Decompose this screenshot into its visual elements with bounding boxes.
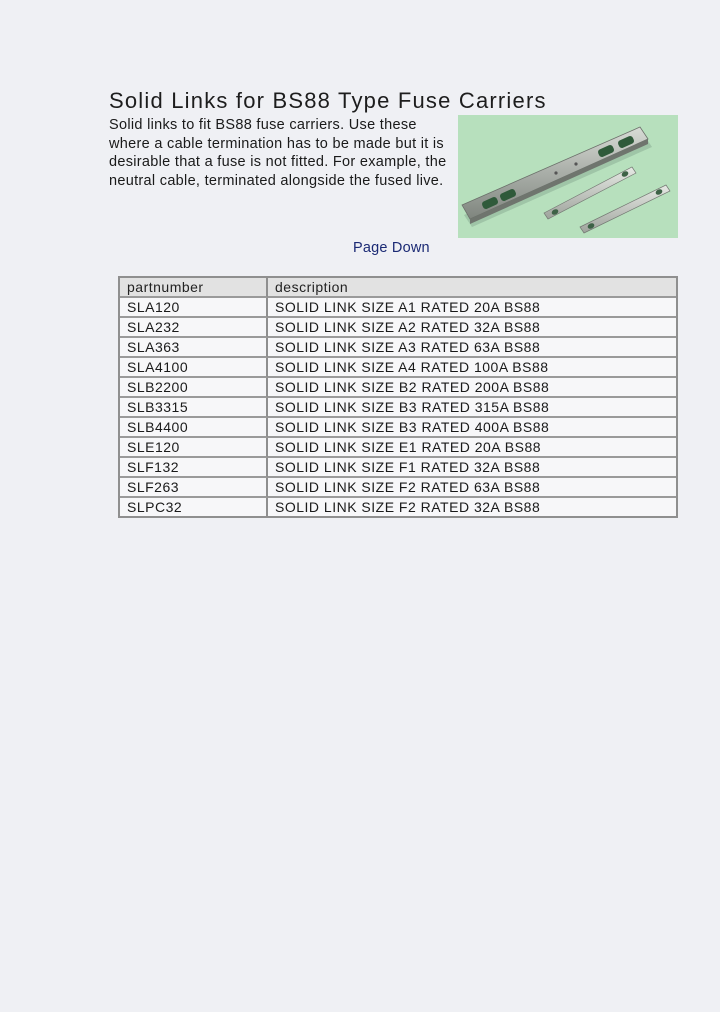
part-number-cell: SLPC32 [120, 498, 268, 516]
part-number-cell: SLA363 [120, 338, 268, 358]
description-cell: SOLID LINK SIZE B3 RATED 400A BS88 [268, 418, 676, 438]
table-row [120, 318, 676, 338]
description-cell: SOLID LINK SIZE F1 RATED 32A BS88 [268, 458, 676, 478]
part-number-cell: SLB4400 [120, 418, 268, 438]
part-number-cell: SLA232 [120, 318, 268, 338]
description-cell: SOLID LINK SIZE A1 RATED 20A BS88 [268, 298, 676, 318]
table-row [120, 458, 676, 478]
part-number-cell: SLF132 [120, 458, 268, 478]
table-row [120, 498, 676, 516]
description-cell: SOLID LINK SIZE A4 RATED 100A BS88 [268, 358, 676, 378]
table-row [120, 378, 676, 398]
table-row [120, 358, 676, 378]
description-cell: SOLID LINK SIZE B2 RATED 200A BS88 [268, 378, 676, 398]
column-header-description: description [268, 278, 676, 298]
table-row [120, 298, 676, 318]
part-number-cell: SLB2200 [120, 378, 268, 398]
part-number-cell: SLA120 [120, 298, 268, 318]
table-row [120, 438, 676, 458]
solid-links-photo [458, 115, 678, 238]
table-row [120, 398, 676, 418]
table-header-row [120, 278, 676, 298]
table-row [120, 478, 676, 498]
parts-table [118, 276, 678, 518]
description-cell: SOLID LINK SIZE A3 RATED 63A BS88 [268, 338, 676, 358]
description-cell: SOLID LINK SIZE F2 RATED 32A BS88 [268, 498, 676, 516]
page-title: Solid Links for BS88 Type Fuse Carriers [109, 88, 547, 113]
part-number-cell: SLA4100 [120, 358, 268, 378]
intro-paragraph: Solid links to fit BS88 fuse carriers. Use these where a cable termination has to be made but it is desirable that a fuse is not fitted. For example, the neutral cable, terminated alongside the fused live. [109, 117, 447, 189]
table-row [120, 338, 676, 358]
page-down-link[interactable]: Page Down [353, 240, 430, 256]
part-number-cell: SLB3315 [120, 398, 268, 418]
column-header-partnumber: partnumber [120, 278, 268, 298]
description-cell: SOLID LINK SIZE E1 RATED 20A BS88 [268, 438, 676, 458]
description-cell: SOLID LINK SIZE F2 RATED 63A BS88 [268, 478, 676, 498]
part-number-cell: SLE120 [120, 438, 268, 458]
description-cell: SOLID LINK SIZE B3 RATED 315A BS88 [268, 398, 676, 418]
description-cell: SOLID LINK SIZE A2 RATED 32A BS88 [268, 318, 676, 338]
table-row [120, 418, 676, 438]
part-number-cell: SLF263 [120, 478, 268, 498]
